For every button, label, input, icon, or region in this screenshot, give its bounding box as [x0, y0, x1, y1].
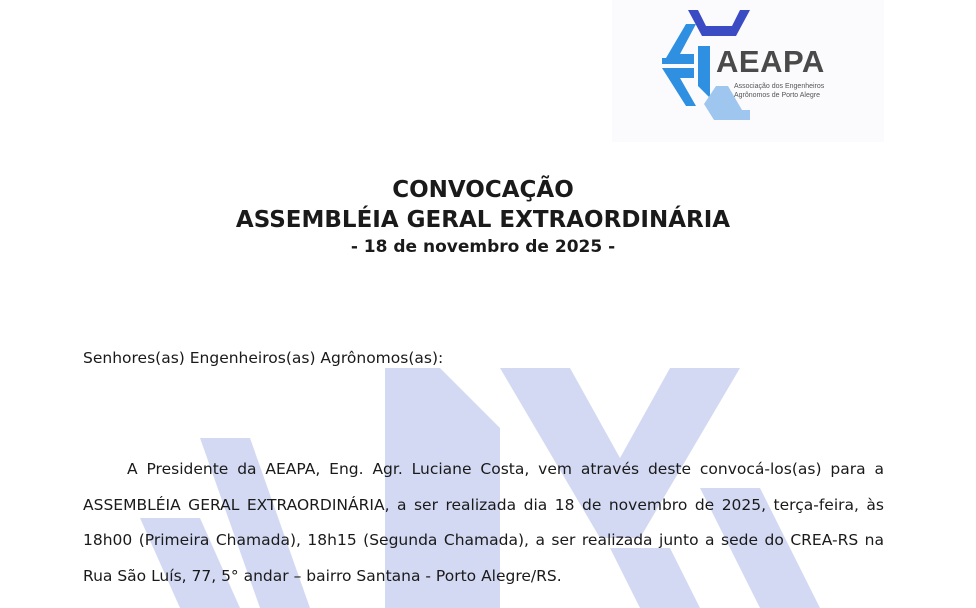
- body-line-2: ASSEMBLÉIA GERAL EXTRAORDINÁRIA, a ser realizada dia 18 de novembro de 2025, terça-feira, às: [83, 495, 884, 514]
- logo-subtitle-line-1: Associação dos Engenheiros: [734, 83, 825, 90]
- logo-subtitle: [734, 82, 824, 100]
- title-convocacao: CONVOCAÇÃO: [392, 177, 574, 203]
- body-line-3: 18h00 (Primeira Chamada), 18h15 (Segunda Chamada), a ser realizada junto a sede do CREA-RS na: [83, 531, 884, 549]
- title-assembleia: ASSEMBLÉIA GERAL EXTRAORDINÁRIA: [235, 207, 731, 233]
- body-paragraph: [83, 452, 884, 594]
- logo-name: AEAPA: [716, 44, 825, 79]
- body-line-4: Rua São Luís, 77, 5° andar – bairro Santana - Porto Alegre/RS.: [83, 566, 562, 585]
- salutation: Senhores(as) Engenheiros(as) Agrônomos(as):: [83, 349, 444, 367]
- title-date: - 18 de novembro de 2025 -: [350, 237, 616, 257]
- logo-subtitle-line-2: Agrônomos de Porto Alegre: [734, 92, 820, 99]
- body-line-1: A Presidente da AEAPA, Eng. Agr. Luciane Costa, vem através deste convocá-los(as) para a: [127, 460, 884, 478]
- document-title: [0, 175, 966, 259]
